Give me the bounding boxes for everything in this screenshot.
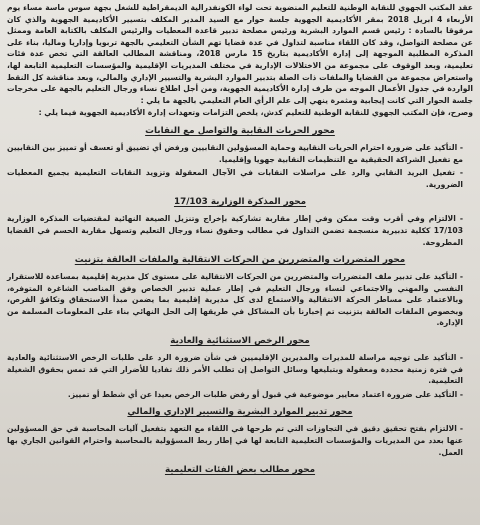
- list-item: - الالتزام وفي أقرب وقت ممكن وفي إطار مقاربة تشاركية بإخراج وتنزيل الصيغة النهائية لمقتضيات المذكرة الوزارية 17/103 ككلية تدبيرية منسجمة تضمن التداول في مطالب وحقوق نساء ورجال التعليم وتسهل مقاربة الحسم في القضايا المطروحة.: [7, 214, 463, 247]
- section-union-freedoms: [7, 125, 473, 190]
- section-heading: محور الحريات النقابية والتواصل مع النقابات: [145, 125, 335, 136]
- section-hr-management: [7, 406, 473, 458]
- section-heading: محور الرخص الاستثنائية والعادية: [170, 336, 310, 347]
- list-item: - تفعيل البريد النقابي والرد على مراسلات النقابات في الآجال المعقولة وتزويد النقابات التعليمية بجميع المعطيات الضرورية.: [7, 168, 463, 189]
- section-heading: محور مطالب بعض الفئات التعليمية: [164, 465, 316, 476]
- section-transfers: [7, 254, 473, 329]
- section-heading: محور المتضررات والمتضررين من الحركات الانتقالية والملفات العالقة بتزنيت: [74, 255, 406, 266]
- intro-summary: وصرح، فإن المكتب الجهوي للنقابة الوطنية للتعليم كدش، يلخص التزامات وتعهدات إدارة الأكاديمية الجهوية فيما يلي :: [38, 108, 473, 118]
- intro-block: [7, 2, 473, 119]
- list-item: - التأكيد على توجيه مراسلة للمديرات والمديرين الإقليميين في شأن ضرورة الرد على طلبات الرخص الاستثنائية والعادية في فترة زمنية محددة ومعقولة وبتبليغها وسائل التواصل إن تطلب الأمر ذلك تفاديا للأضرار التي قد تمس بحقوق الشغيلة التعليمية.: [7, 353, 463, 386]
- list-item: - التأكيد على تدبير ملف المتضررات والمتضررين من الحركات الانتقالية على مستوى كل مديرية إقليمية بمساعدة للاستقرار النفسي والمهني والاجتماعي لنساء ورجال التعليم في إطار عملية تدبير الخصاص وفق المناصب الشاغرة المتوفرة، وبالاعتماد على مساطر الحركة الانتقالية والاستماع لدى كل مديرية إقليمية بما يضمن مبدأ الاستحقاق وتكافؤ الفرص، وبخصوص الملفات العالقة بتزنيت تم إخبارنا بأن المشاكل في طريقها إلى الحل النهائي بناء على المعلومات المسلمة من الإدارة.: [7, 272, 463, 328]
- document-body: [5, 0, 475, 525]
- intro-paragraph: عقد المكتب الجهوي للنقابة الوطنية للتعليم المنضوية تحت لواء الكونفدرالية الديمقراطية للشغل بجهة سوس ماسة مساء يوم الأربعاء 4 ابريل 2018 بمقر الأكاديمية الجهوية جلسة حوار مع السيد المدير المكلف بتسيير الأكاديمية الجهوية والذي كان مرفوقا بالسادة : رئيس قسم الموارد البشرية ورئيس مصلحة تدبير قاعدة المعطيات والرئيس المكلف بالكتابة العامة وممثل عن مصلحة التواصل، وقد كان اللقاء مناسبة لتداول في عدة قضايا تهم الشأن التعليمي بالجهة تربويا وإداريا وماليا، بناء على المذكرة المطلبية الموجهة إلى إدارة الأكاديمية بتاريخ 15 مارس 2018، ومناقشة المطالب العالقة التي تخص عدة فئات تعليمية، وبعد الوقوف على مجموعة من الاختلالات الإدارية في مختلف المديريات الإقليمية والمؤسسات التعليمية التابعة لها، واستعراض مجموعة من القضايا والملفات ذات الصلة بتدبير الموارد البشرية والتسيير الإداري والمالي، وبعد مناقشة كل النقط الواردة في جدول الأعمال الموجه من طرف إدارة الأكاديمية الجهوية، ومن أجل اطلاع نساء ورجال التعليم بالجهة على مخرجات جلسة الحوار التي كانت إيجابية ومثمرة ينهي إلى علم الرأي العام التعليمي بالجهة ما يلي :: [7, 3, 473, 105]
- list-item: - التأكيد على ضرورة احترام الحريات النقابية وحماية المسؤولين النقابيين ورفض أي تضييق أو تعسف أو تمييز بين النقابيين مع تفعيل الشراكة الحقيقية مع التنظيمات النقابية جهويا وإقليميا.: [7, 142, 463, 164]
- list-item: - التأكيد على ضرورة اعتماد معايير موضوعية في قبول أو رفض طلبات الرخص بعيدا عن أي شطط أو تمييز.: [67, 389, 463, 399]
- list-item: - الالتزام بفتح تحقيق دقيق في التجاوزات التي تم طرحها في اللقاء مع التعهد بتفعيل آليات المحاسبة في حق المسؤولين عنها بعدد من المديريات والمؤسسات التعليمية التابعة لها في إطار ربط المسؤولية بالمحاسبة واحترام القوانين الجاري بها العمل.: [7, 424, 463, 457]
- section-heading: محور تدبير الموارد البشرية والتسيير الإداري والمالي: [127, 407, 353, 418]
- section-ministerial-memo: [7, 196, 473, 248]
- section-categories-demands: [7, 464, 473, 476]
- section-leave-permits: [7, 335, 473, 400]
- section-heading: محور المذكرة الوزارية 17/103: [173, 197, 307, 208]
